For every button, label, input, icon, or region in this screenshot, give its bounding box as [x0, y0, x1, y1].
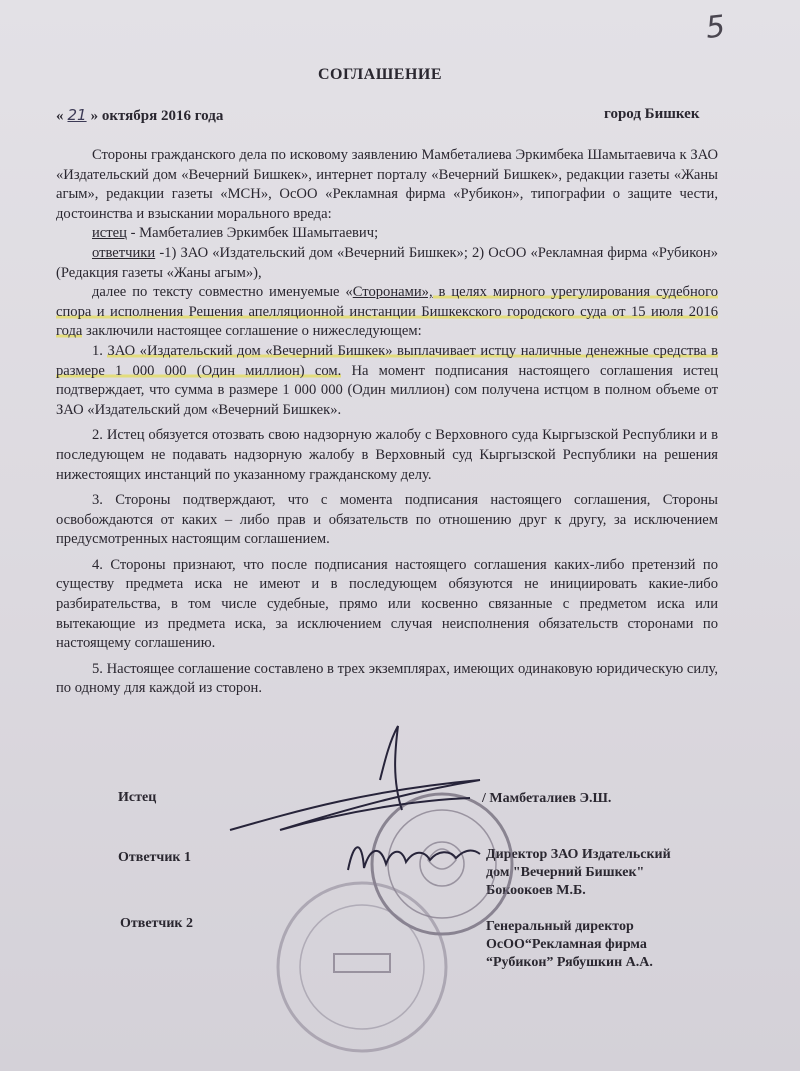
- clause-5: 5. Настоящее соглашение составлено в трех экземплярах, имеющих одинаковую юридическую силу, по одному для каждой из сторон.: [56, 660, 718, 697]
- document-date: [56, 106, 223, 125]
- clause-3: 3. Стороны подтверждают, что с момента подписания настоящего соглашения, Стороны освобождаются от каких – либо прав и обязательств по отношению друг к другу, за исключением предусмотренных настоящим соглашением.: [56, 492, 718, 548]
- defendant-2-company: ОсОО“Рекламная фирма: [486, 937, 647, 952]
- plaintiff-signature-label: Истец: [118, 790, 157, 805]
- page-number: 5: [704, 9, 727, 46]
- document-title: СОГЛАШЕНИЕ: [317, 66, 443, 83]
- defendant-2-name: “Рубикон” Рябушкин А.А.: [486, 955, 653, 970]
- date-open-quote: «: [56, 108, 64, 124]
- defendant-1-company: дом "Вечерний Бишкек": [486, 865, 645, 880]
- further-sides-term: Сторонами»,: [352, 284, 433, 301]
- clause-2: 2. Истец обязуется отозвать свою надзорную жалобу с Верховного суда Кыргызской Республики и в последующем не подавать надзорную жалобу в Верховный суд Кыргызской Республики на решения нижестоящих инстанций по указанному гражданскому делу.: [56, 427, 718, 483]
- defendants-label: ответчики: [92, 244, 156, 261]
- defendant-2-title: Генеральный директор: [486, 919, 634, 934]
- further-text-d: заключили настоящее соглашение о нижеследующем:: [82, 323, 422, 340]
- document-city: город Бишкек: [604, 106, 700, 122]
- intro-paragraph: Стороны гражданского дела по исковому заявлению Мамбеталиева Эркимбека Шамытаевича к ЗАО «Издательский дом «Вечерний Бишкек», интернет порталу «Вечерний Бишкек», редакции газеты «Жаны агым», редакции газеты «МСН», ОсОО «Рекламная фирма «Рубикон», типографии о защите чести, достоинства и взыскании морального вреда:: [56, 147, 718, 222]
- plaintiff-text: - Мамбеталиев Эркимбек Шамытаевич;: [126, 225, 379, 242]
- defendant-1-title: Директор ЗАО Издательский: [486, 847, 671, 862]
- date-day-handwritten: 21: [67, 106, 87, 124]
- plaintiff-signature-name: / Мамбеталиев Э.Ш.: [482, 791, 612, 806]
- further-text-a: далее по тексту совместно именуемые «: [92, 284, 353, 301]
- clause-1-num: 1.: [92, 342, 108, 359]
- defendant-1-label: Ответчик 1: [118, 850, 191, 865]
- date-rest: » октября 2016 года: [90, 108, 224, 124]
- company-2-stamp-icon: [262, 872, 462, 1062]
- clause-1-rest: На момент подписания настоящего соглашения истец подтверждает, что сумма в размере 1 000 000 (Один миллион) сом получена истцом в полном объеме от ЗАО «Издательский дом «Вечерний Бишкек».: [56, 362, 718, 418]
- plaintiff-label: истец: [92, 225, 127, 242]
- clause-1: [56, 342, 718, 420]
- further-paragraph: [56, 283, 718, 342]
- defendant-2-label: Ответчик 2: [120, 916, 193, 931]
- defendants-line: [56, 244, 718, 283]
- agreement-body: [56, 146, 718, 699]
- clause-4: 4. Стороны признают, что после подписания настоящего соглашения каких-либо претензий по существу предмета иска не имеют и в последующем обязуются не инициировать какие-либо разбирательства, в том числе судебные, прямо или косвенно связанные с предметом иска или вытекающие из предмета иска, за исключением случая неисполнения обязательств сторонами по настоящему соглашению.: [56, 556, 718, 652]
- plaintiff-line: [56, 224, 718, 244]
- further-highlighted: в целях мирного урегулирования судебного спора и исполнения Решения апелляционной инстанции Бишкекского городского суда от 15 июля 2016 года: [56, 284, 718, 340]
- defendants-text: -1) ЗАО «Издательский дом «Вечерний Бишкек»; 2) ОсОО «Рекламная фирма «Рубикон» (Редакция газеты «Жаны агым»),: [56, 244, 718, 281]
- defendant-1-name: Бокоокоев М.Б.: [486, 883, 586, 898]
- clause-1-highlighted: ЗАО «Издательский дом «Вечерний Бишкек» выплачивает истцу наличные денежные средства в размере 1 000 000 (Один миллион) сом.: [56, 342, 718, 379]
- defendant-1-signature-icon: [340, 830, 490, 890]
